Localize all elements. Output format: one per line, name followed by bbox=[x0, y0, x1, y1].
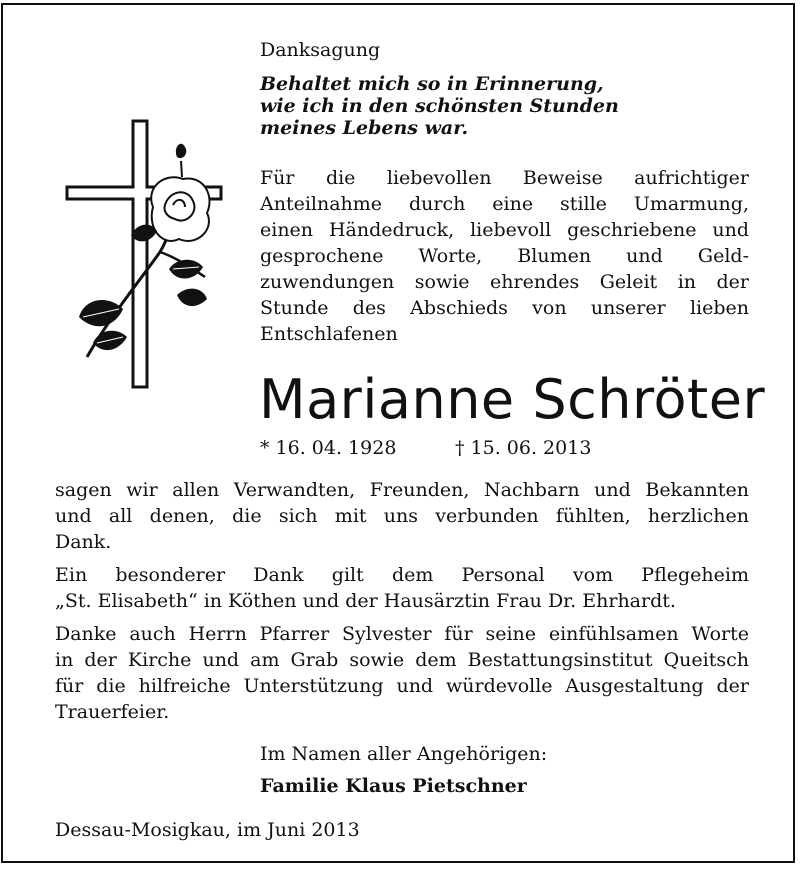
motto-line: Behaltet mich so in Erinnerung, bbox=[260, 73, 604, 95]
intro-line: Entschlafenen bbox=[260, 323, 398, 345]
thanks-line: „St. Elisabeth“ in Köthen und der Hausärztin Frau Dr. Ehrhardt. bbox=[55, 590, 676, 612]
thanks-line: Trauerfeier. bbox=[55, 701, 170, 723]
intro-line: gesprochene Worte, Blumen und Geld- bbox=[260, 245, 749, 267]
cross-with-rose-icon bbox=[65, 117, 225, 397]
thanks-line: Ein besonderer Dank gilt dem Personal vom Pflegeheim bbox=[55, 564, 749, 586]
intro-line: Stunde des Abschieds von unserer lieben bbox=[260, 297, 749, 319]
intro-line: Für die liebevollen Beweise aufrichtiger bbox=[260, 167, 749, 189]
motto bbox=[260, 73, 619, 139]
death-date: † 15. 06. 2013 bbox=[455, 437, 592, 459]
signature-family: Familie Klaus Pietschner bbox=[260, 775, 527, 797]
notice-frame bbox=[1, 3, 795, 863]
thanks-line: in der Kirche und am Grab sowie dem Bestattungsinstitut Queitsch bbox=[55, 649, 749, 671]
thanks-line: für die hilfreiche Unterstützung und würdevolle Ausgestaltung der bbox=[55, 675, 749, 697]
motto-line: meines Lebens war. bbox=[260, 117, 469, 139]
motto-line: wie ich in den schönsten Stunden bbox=[260, 95, 619, 117]
notice-heading: Danksagung bbox=[260, 39, 381, 61]
birth-date: * 16. 04. 1928 bbox=[260, 437, 397, 459]
intro-line: einen Händedruck, liebevoll geschriebene und bbox=[260, 219, 749, 241]
thanks-line: Danke auch Herrn Pfarrer Sylvester für seine einfühlsamen Worte bbox=[55, 623, 749, 645]
place-date: Dessau-Mosigkau, im Juni 2013 bbox=[55, 819, 360, 841]
signature-intro: Im Namen aller Angehörigen: bbox=[260, 743, 548, 765]
thanks-line: Dank. bbox=[55, 531, 112, 553]
intro-line: Anteilnahme durch eine stille Umarmung, bbox=[260, 193, 749, 215]
deceased-name: Marianne Schröter bbox=[259, 368, 766, 431]
intro-line: zuwendungen sowie ehrendes Geleit in der bbox=[260, 271, 749, 293]
thanks-line: sagen wir allen Verwandten, Freunden, Nachbarn und Bekannten bbox=[55, 479, 749, 501]
thanks-line: und all denen, die sich mit uns verbunden fühlten, herzlichen bbox=[55, 505, 749, 527]
